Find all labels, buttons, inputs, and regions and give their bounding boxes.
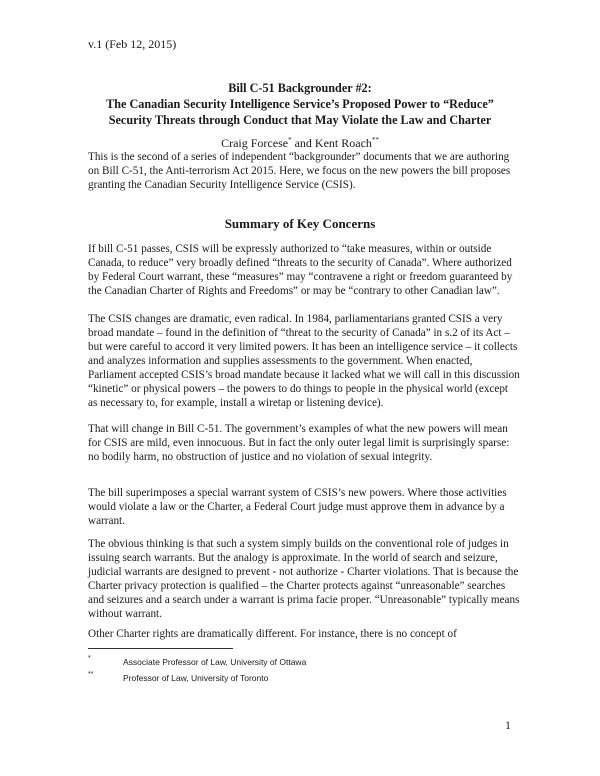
summary-heading: Summary of Key Concerns	[224, 216, 376, 231]
paragraph-5: The obvious thinking is that such a system simply builds on the conventional role of judges in issuing search warrants. But the analogy is approximate. In the world of search and seizure, judicial warrants are designed to prevent - not authorize - Charter violations. That is because the Charter privacy protection is qualified – the Charter protects against “unreasonable” searches and seizures and a search under a warrant is prima facie proper. “Unreasonable” typically means without warrant.	[88, 538, 520, 620]
footnote-1-mark: *	[88, 655, 91, 662]
page-number: 1	[505, 718, 511, 732]
footnote-mark-2[interactable]: **	[371, 136, 379, 144]
footnote-mark-1[interactable]: *	[288, 136, 292, 144]
paragraph-4: The bill superimposes a special warrant system of CSIS’s new powers. Where those activities would violate a law or the Charter, a Federal Court judge must approve them in advance by a warrant.	[88, 487, 507, 527]
footnote-2-text: Professor of Law, University of Toronto	[123, 673, 269, 683]
intro-paragraph: This is the second of a series of independent “backgrounder” documents that we are authoring on Bill C-51, the Anti-terrorism Act 2015. Here, we focus on the new powers the bill proposes granting the Canadian Security Intelligence Service (CSIS).	[88, 151, 511, 191]
author-roach: Kent Roach	[314, 136, 372, 150]
footnote-1-text: Associate Professor of Law, University of Ottawa	[123, 657, 307, 667]
footnote-2-mark: **	[88, 671, 94, 678]
authors-line	[40, 136, 560, 151]
title-line-1: Bill C-51 Backgrounder #2:	[228, 81, 372, 95]
title-line-3: Security Threats through Conduct that May Violate the Law and Charter	[108, 113, 492, 127]
version-label: v.1 (Feb 12, 2015)	[88, 37, 177, 51]
paragraph-2: The CSIS changes are dramatic, even radical. In 1984, parliamentarians granted CSIS a very broad mandate – found in the definition of “threat to the security of Canada” in s.2 of its Act – but were careful to accord it very limited powers. It has been an intelligence service – it collects and analyzes information and supplies assessments to the government. When enacted, Parliament accepted CSIS’s broad mandate because it lacked what we will call in this discussion “kinetic” or physical powers – the powers to do things to people in the physical world (except as necessary to, for example, install a wiretap or listening device).	[88, 313, 520, 409]
paragraph-1: If bill C-51 passes, CSIS will be expressly authorized to “take measures, within or outside Canada, to reduce” very broadly defined “threats to the security of Canada”. Where authorized by Federal Court warrant, these “measures” may “contravene a right or freedom guaranteed by the Canadian Charter of Rights and Freedoms” or may be “contrary to other Canadian law”.	[88, 243, 513, 297]
title-line-2: The Canadian Security Intelligence Service’s Proposed Power to “Reduce”	[106, 97, 494, 111]
paragraph-6: Other Charter rights are dramatically different. For instance, there is no concept of	[88, 628, 457, 640]
author-forcese: Craig Forcese	[221, 136, 289, 150]
paragraph-3: That will change in Bill C-51. The government’s examples of what the new powers will mean for CSIS are mild, even innocuous. But in fact the only outer legal limit is surprisingly sparse: no bodily harm, no obstruction of justice and no violation of sexual integrity.	[88, 423, 510, 463]
author-joiner: and	[291, 136, 315, 150]
footnote-divider	[88, 648, 233, 649]
document-title	[40, 80, 560, 128]
